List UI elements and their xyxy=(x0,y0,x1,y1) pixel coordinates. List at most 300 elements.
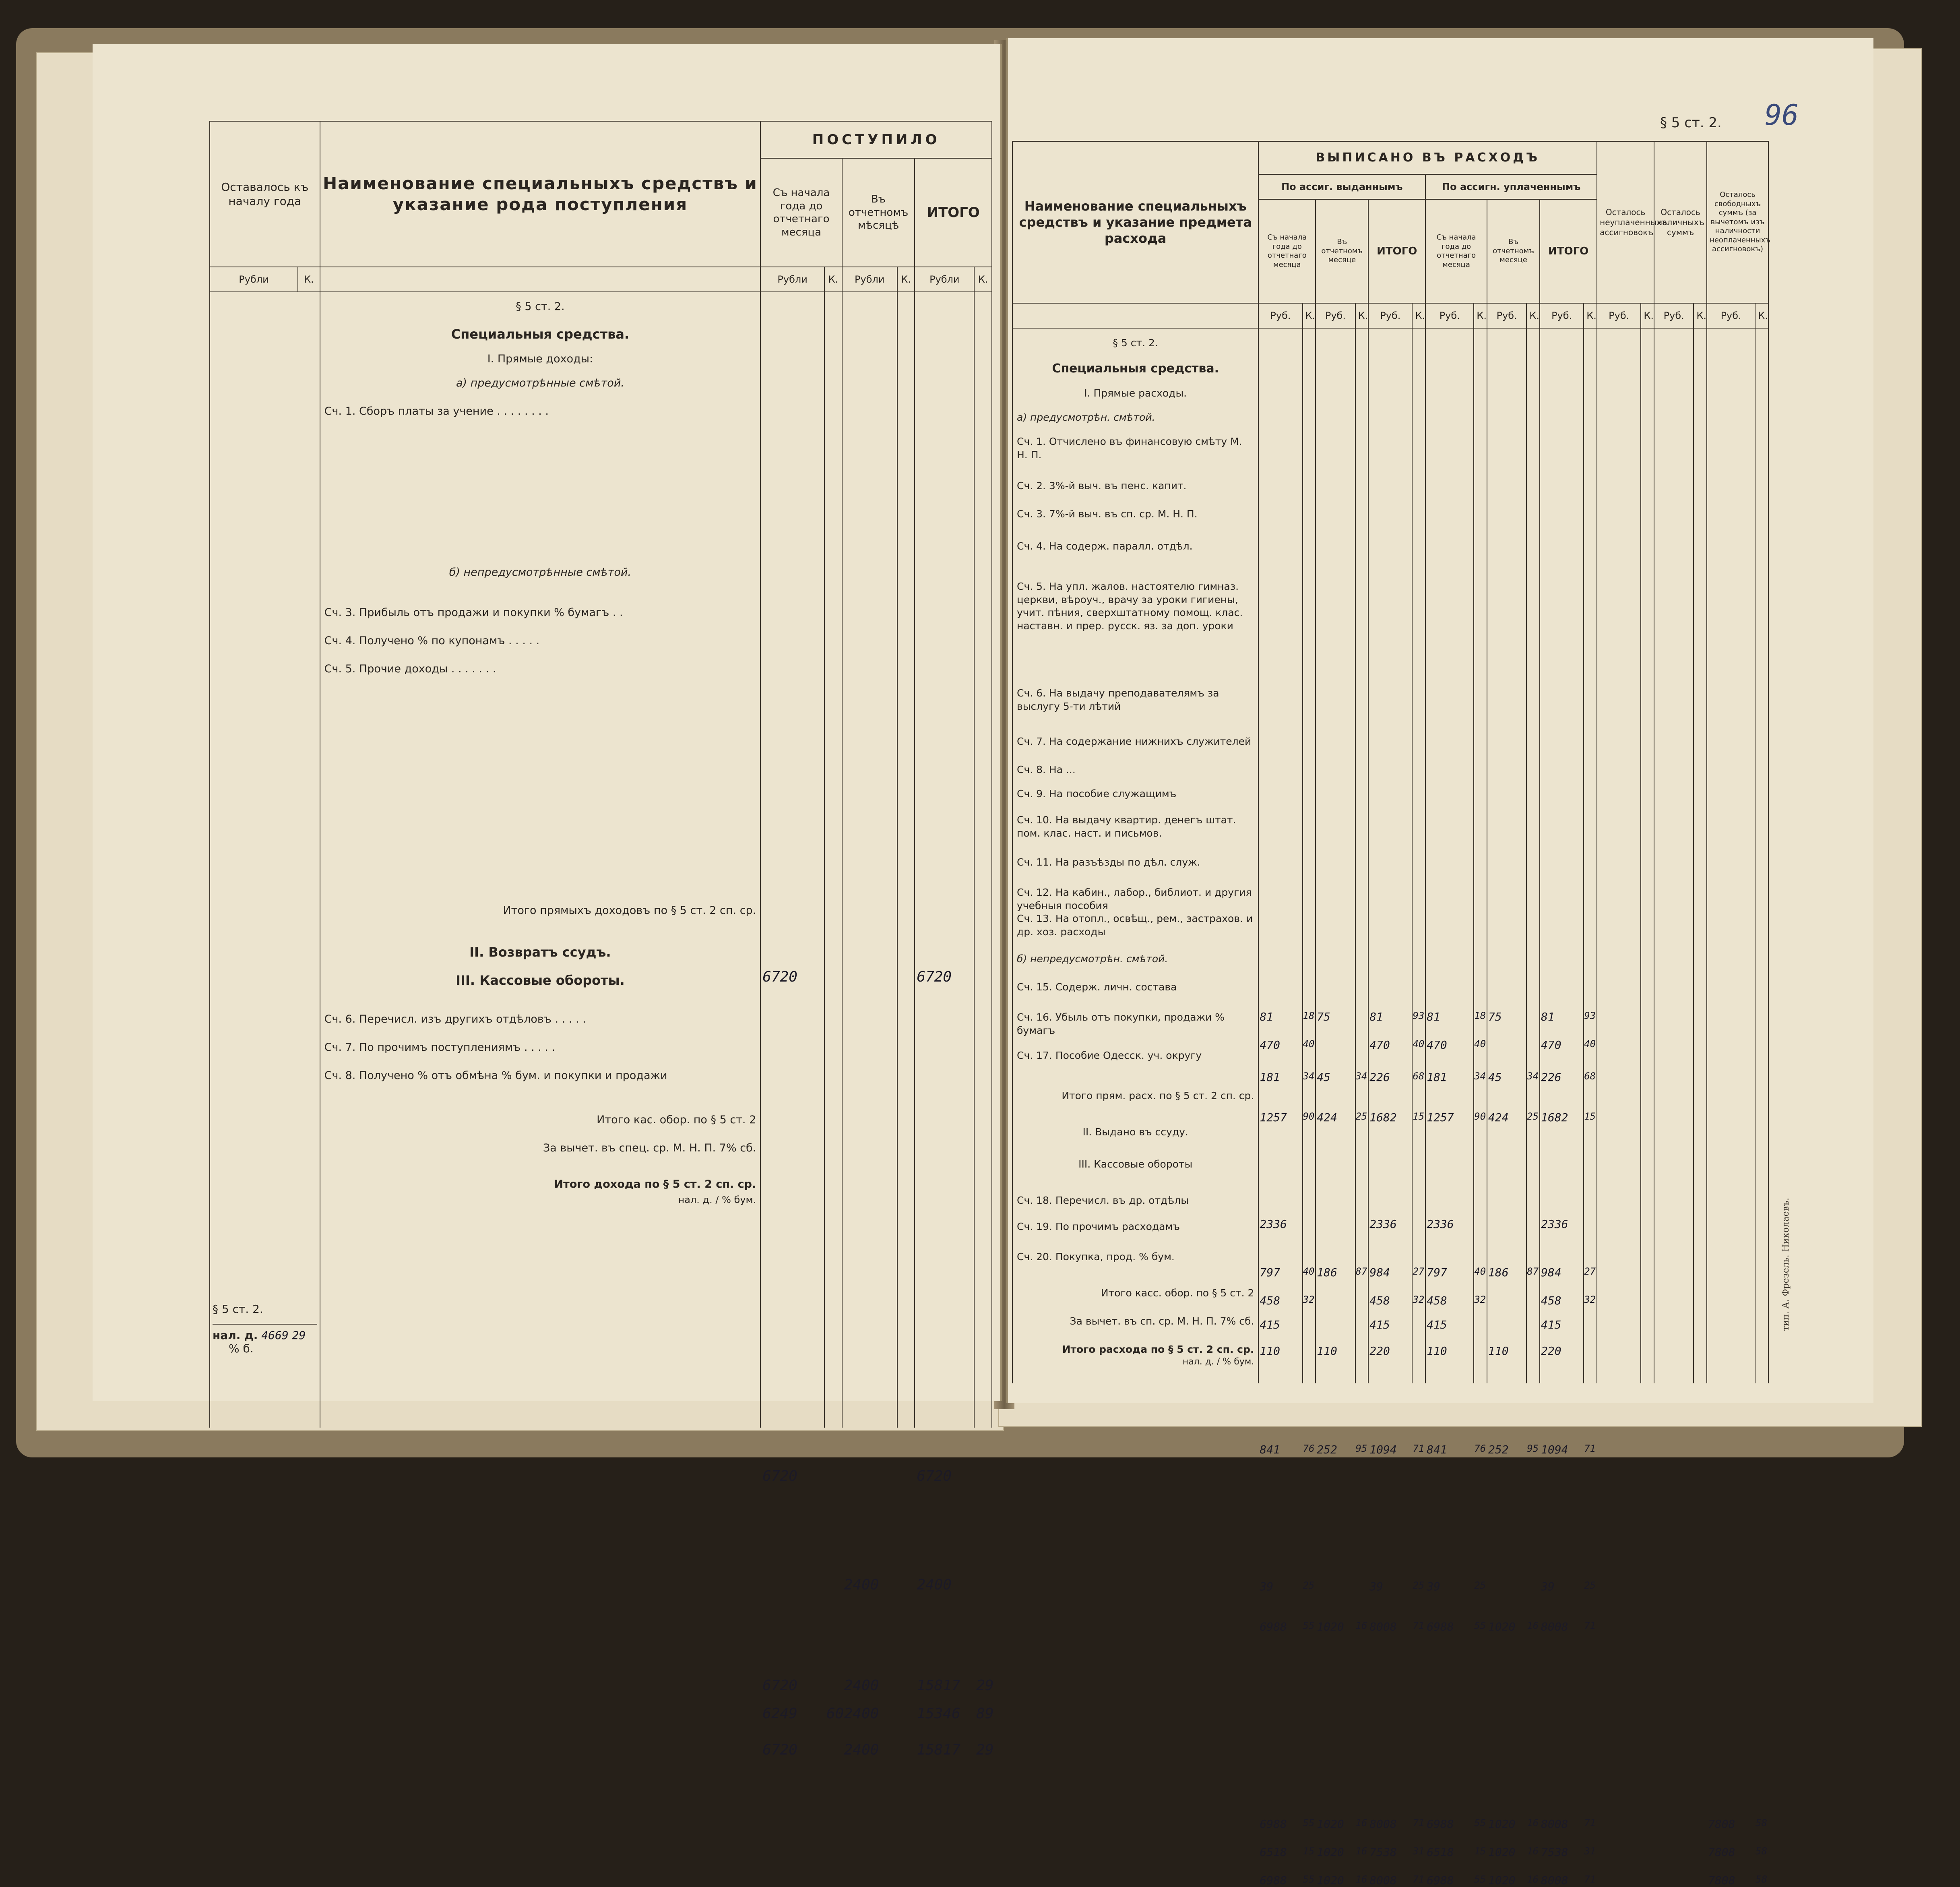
handwritten-kop: 32 xyxy=(1413,1294,1425,1305)
unit-cell: К. xyxy=(897,267,915,292)
handwritten-kop: 55 xyxy=(1474,1620,1486,1631)
rub-col xyxy=(1654,328,1694,1383)
margin-note-kop: 29 xyxy=(292,1329,306,1342)
handwritten-amount: 470 xyxy=(1369,1038,1390,1052)
handwritten-amount: 415 xyxy=(1369,1318,1390,1331)
handwritten-kop: 95 xyxy=(1355,1443,1367,1454)
expense-line: Специальныя средства. xyxy=(1052,362,1219,376)
rub-col xyxy=(1425,328,1474,1887)
handwritten-amount: 8008 xyxy=(1369,1874,1397,1887)
handwritten-kop: 55 xyxy=(1474,1874,1486,1885)
handwritten-amount: 1682 xyxy=(1369,1111,1397,1124)
handwritten-amount: 2336 xyxy=(1427,1217,1454,1231)
handwritten-kop: 93 xyxy=(1413,1010,1425,1021)
handwritten-kop: 32 xyxy=(1474,1294,1486,1305)
rub-col xyxy=(1258,328,1302,1887)
rub-col xyxy=(1316,328,1355,1887)
handwritten-kop: 55 xyxy=(1303,1817,1315,1829)
handwritten-amount: 220 xyxy=(1541,1344,1561,1358)
handwritten-amount: 2336 xyxy=(1369,1217,1397,1231)
handwritten-amount: 470 xyxy=(1541,1038,1561,1052)
handwritten-amount: 81 xyxy=(1260,1010,1274,1023)
handwritten-amount: 6518 xyxy=(1260,1846,1287,1859)
unit-cell: К. xyxy=(1355,303,1369,328)
handwritten-amount: 60 xyxy=(826,1705,844,1722)
unit-cell: К. xyxy=(1755,303,1768,328)
unit-cell: К. xyxy=(298,267,320,292)
handwritten-amount: 458 xyxy=(1541,1294,1561,1307)
handwritten-kop: 15 xyxy=(1584,1111,1596,1122)
unit-cell: К. xyxy=(1584,303,1597,328)
handwritten-kop: 87 xyxy=(1527,1266,1539,1277)
income-line: а) предусмотрѣнные смѣтой. xyxy=(456,377,624,389)
unit-cell: К. xyxy=(974,267,992,292)
from-start-kop-col xyxy=(824,292,844,1722)
income-line: III. Кассовые обороты. xyxy=(456,973,625,988)
handwritten-kop: 16 xyxy=(1355,1817,1367,1829)
unit-cell: Руб. xyxy=(1425,303,1474,328)
unit-cell: Руб. xyxy=(1487,303,1526,328)
handwritten-amount: 6720 xyxy=(762,1468,797,1484)
expense-table xyxy=(1012,141,1771,1887)
kop-col xyxy=(1355,328,1369,1885)
handwritten-kop: 71 xyxy=(1413,1874,1425,1885)
handwritten-amount: 458 xyxy=(1427,1294,1447,1307)
income-line: Сч. 5. Прочие доходы . . . . . . . xyxy=(324,663,496,675)
handwritten-kop: 40 xyxy=(1584,1038,1596,1050)
handwritten-amount: 75 xyxy=(1317,1010,1331,1023)
handwritten-amount: 226 xyxy=(1541,1071,1561,1084)
col-by-paid-header: По ассигн. уплаченнымъ xyxy=(1425,174,1597,199)
margin-note-value: 4669 xyxy=(261,1329,289,1342)
handwritten-kop: 40 xyxy=(1413,1038,1425,1050)
page-number: 96 xyxy=(1765,99,1799,132)
handwritten-kop: 16 xyxy=(1355,1874,1367,1885)
handwritten-amount: 81 xyxy=(1541,1010,1555,1023)
handwritten-amount: 6720 xyxy=(917,1468,952,1484)
handwritten-amount: 8008 xyxy=(1369,1620,1397,1633)
income-line: Сч. 4. Получено % по купонамъ . . . . . xyxy=(324,635,540,647)
unit-cell: К. xyxy=(824,267,842,292)
handwritten-kop: 16 xyxy=(1527,1874,1539,1885)
income-line: Итого прямыхъ доходовъ по § 5 ст. 2 сп. ср. xyxy=(503,904,756,917)
handwritten-amount: 81 xyxy=(1427,1010,1440,1023)
handwritten-amount: 458 xyxy=(1260,1294,1280,1307)
income-lines-cell xyxy=(320,292,761,1428)
income-line: Сч. 3. Прибыль отъ продажи и покупки % бумагъ . . xyxy=(324,606,623,619)
handwritten-amount: 110 xyxy=(1427,1344,1447,1358)
handwritten-amount: 75 xyxy=(1488,1010,1502,1023)
handwritten-amount: 7538 xyxy=(1369,1846,1397,1859)
unit-cell: Руб. xyxy=(1540,303,1584,328)
unit-cell xyxy=(1012,303,1258,328)
unit-cell: Руб. xyxy=(1368,303,1412,328)
expense-line-sub: нал. д. / % бум. xyxy=(1182,1357,1254,1367)
handwritten-amount: 424 xyxy=(1317,1111,1337,1124)
col-total-header: ИТОГО xyxy=(915,158,992,267)
handwritten-kop: 40 xyxy=(1474,1038,1486,1050)
rub-col xyxy=(1597,328,1641,1383)
handwritten-kop: 25 xyxy=(1355,1111,1367,1122)
handwritten-amount: 1094 xyxy=(1369,1443,1397,1456)
handwritten-amount: 6988 xyxy=(1260,1874,1287,1887)
income-line: За вычет. въ спец. ср. М. Н. П. 7% сб. xyxy=(543,1142,756,1154)
handwritten-amount: 39 xyxy=(1260,1580,1274,1593)
handwritten-kop: 18 xyxy=(1474,1010,1486,1021)
handwritten-amount: 841 xyxy=(1427,1443,1447,1456)
handwritten-kop: 68 xyxy=(1584,1071,1596,1082)
in-month-kop-col xyxy=(897,292,915,1428)
handwritten-kop: 58 xyxy=(1756,1817,1768,1829)
handwritten-amount: 2400 xyxy=(917,1577,952,1593)
handwritten-kop: 34 xyxy=(1527,1071,1539,1082)
expense-line: Сч. 12. На кабин., лабор., библиот. и другия учебныя пособия xyxy=(1017,887,1252,911)
expense-line: Итого касс. обор. по § 5 ст. 2 xyxy=(1101,1287,1254,1299)
margin-note: § 5 ст. 2. xyxy=(213,1302,263,1316)
handwritten-amount: 15346 xyxy=(917,1705,960,1722)
kop-col xyxy=(1641,328,1654,1383)
unit-cell: К. xyxy=(1474,303,1487,328)
handwritten-kop: 34 xyxy=(1474,1071,1486,1082)
handwritten-amount: 984 xyxy=(1541,1266,1561,1279)
kop-col xyxy=(1474,328,1487,1885)
kop-col xyxy=(1526,328,1540,1885)
handwritten-amount: 7538 xyxy=(1541,1846,1568,1859)
handwritten-amount: 1020 xyxy=(1317,1874,1344,1887)
col-free-header: Осталось свободныхъ суммъ (за вычетомъ изъ наличности неоплаченныхъ ассигновокъ) xyxy=(1707,141,1768,303)
expense-line: Сч. 1. Отчислено въ финансовую смѣту М. Н. П. xyxy=(1017,436,1242,461)
handwritten-kop: 71 xyxy=(1584,1817,1596,1829)
income-line: Сч. 1. Сборъ платы за учение . . . . . . . . xyxy=(324,405,549,417)
handwritten-amount: 226 xyxy=(1369,1071,1390,1084)
handwritten-amount: 6720 xyxy=(917,969,952,985)
handwritten-amount: 470 xyxy=(1260,1038,1280,1052)
unit-cell: Руб. xyxy=(1316,303,1355,328)
handwritten-kop: 15 xyxy=(1474,1846,1486,1857)
col-paid-in-month: Въ отчетномъ месяце xyxy=(1487,199,1540,303)
handwritten-kop: 25 xyxy=(1413,1580,1425,1591)
handwritten-amount: 1257 xyxy=(1427,1111,1454,1124)
handwritten-kop: 16 xyxy=(1355,1620,1367,1631)
unit-cell: Руб. xyxy=(1707,303,1755,328)
col-paid-total: ИТОГО xyxy=(1540,199,1597,303)
handwritten-amount: 6988 xyxy=(1427,1874,1454,1887)
handwritten-kop: 32 xyxy=(1584,1294,1596,1305)
income-table xyxy=(209,121,994,1758)
expense-line: Сч. 18. Перечисл. въ др. отдѣлы xyxy=(1017,1195,1189,1206)
expense-line: Сч. 6. На выдачу преподавателямъ за выслугу 5-ти лѣтий xyxy=(1017,687,1219,712)
unit-cell: Рубли xyxy=(210,267,298,292)
total-kop-col xyxy=(974,292,994,1758)
handwritten-kop: 68 xyxy=(1413,1071,1425,1082)
unit-cell: Рубли xyxy=(842,267,897,292)
handwritten-kop: 16 xyxy=(1527,1846,1539,1857)
handwritten-kop: 25 xyxy=(1303,1580,1315,1591)
expense-lines-cell xyxy=(1012,328,1258,1383)
col-expenses-header: ВЫПИСАНО ВЪ РАСХОДЪ xyxy=(1258,141,1597,174)
margin-note-pb: % б. xyxy=(229,1342,254,1355)
handwritten-amount: 841 xyxy=(1260,1443,1280,1456)
col-cash-header: Осталось наличныхъ суммъ xyxy=(1654,141,1707,303)
rub-col xyxy=(1487,328,1526,1887)
handwritten-amount: 110 xyxy=(1260,1344,1280,1358)
expense-line: Итого прям. расх. по § 5 ст. 2 сп. ср. xyxy=(1062,1090,1254,1102)
handwritten-kop: 40 xyxy=(1303,1038,1315,1050)
handwritten-amount: 470 xyxy=(1427,1038,1447,1052)
col-name-header: Наименование специальныхъ средствъ и указание предмета расхода xyxy=(1012,141,1258,303)
handwritten-amount: 8008 xyxy=(1541,1620,1568,1633)
units-row xyxy=(1012,303,1768,328)
income-line: Итого дохода по § 5 ст. 2 сп. ср. xyxy=(554,1178,756,1190)
handwritten-amount: 6249 xyxy=(762,1705,797,1722)
handwritten-amount: 1020 xyxy=(1488,1874,1516,1887)
handwritten-amount: 110 xyxy=(1488,1344,1509,1358)
handwritten-amount: 15817 xyxy=(917,1742,960,1758)
income-line: II. Возвратъ ссудъ. xyxy=(469,945,611,960)
kop-col xyxy=(1694,328,1707,1383)
expense-line: Сч. 13. На отопл., освѣщ., рем., застрахов. и др. хоз. расходы xyxy=(1017,913,1253,938)
handwritten-amount: 45 xyxy=(1317,1071,1331,1084)
right-page xyxy=(1006,38,1873,1887)
handwritten-kop: 40 xyxy=(1474,1266,1486,1277)
handwritten-kop: 71 xyxy=(1413,1443,1425,1454)
handwritten-kop: 15 xyxy=(1303,1846,1315,1857)
handwritten-amount: 181 xyxy=(1260,1071,1280,1084)
left-page xyxy=(93,44,1002,1758)
col-paid-from-start: Съ начала года до отчетнаго месяца xyxy=(1425,199,1487,303)
expense-line: III. Кассовые обороты xyxy=(1078,1158,1193,1170)
expense-line: Сч. 10. На выдачу квартир. денегъ штат. пом. клас. наст. и письмов. xyxy=(1017,814,1236,839)
handwritten-amount: 39 xyxy=(1427,1580,1440,1593)
handwritten-amount: 1020 xyxy=(1317,1846,1344,1859)
col-unpaid-header: Осталось неуплаченныхъ ассигновокъ xyxy=(1597,141,1654,303)
handwritten-amount: 110 xyxy=(1317,1344,1337,1358)
kop-col xyxy=(1755,328,1768,1885)
handwritten-amount: 6720 xyxy=(762,1742,797,1758)
handwritten-amount: 252 xyxy=(1488,1443,1509,1456)
unit-cell: Рубли xyxy=(760,267,824,292)
handwritten-kop: 34 xyxy=(1355,1071,1367,1082)
expense-line: За вычет. въ сп. ср. М. Н. П. 7% сб. xyxy=(1070,1315,1254,1327)
handwritten-amount: 2400 xyxy=(844,1705,879,1722)
handwritten-kop: 18 xyxy=(1303,1010,1315,1021)
handwritten-amount: 8008 xyxy=(1541,1874,1568,1887)
handwritten-amount: 797 xyxy=(1260,1266,1280,1279)
handwritten-kop: 90 xyxy=(1474,1111,1486,1122)
expense-line: II. Выдано въ ссуду. xyxy=(1082,1126,1188,1138)
handwritten-amount: 6720 xyxy=(762,969,797,985)
handwritten-amount: 6988 xyxy=(1260,1620,1287,1633)
col-issued-from-start: Съ начала года до отчетнаго месяца xyxy=(1258,199,1316,303)
handwritten-amount: 186 xyxy=(1317,1266,1337,1279)
total-rub-col xyxy=(915,292,974,1758)
handwritten-amount: 7808 xyxy=(1708,1846,1735,1859)
handwritten-amount: 39 xyxy=(1369,1580,1384,1593)
handwritten-kop: 31 xyxy=(1584,1846,1596,1857)
income-line: Специальныя средства. xyxy=(451,327,630,342)
printer-imprint: тип. А. Фрезель. Николаевъ. xyxy=(1781,1198,1791,1331)
expense-line: I. Прямые расходы. xyxy=(1084,387,1187,399)
handwritten-amount: 220 xyxy=(1369,1344,1390,1358)
handwritten-amount: 89 xyxy=(976,1705,994,1722)
margin-note-label: нал. д. xyxy=(213,1329,258,1342)
expense-line: Итого расхода по § 5 ст. 2 сп. ср. xyxy=(1062,1343,1254,1355)
handwritten-amount: 181 xyxy=(1427,1071,1447,1084)
handwritten-amount: 1094 xyxy=(1541,1443,1568,1456)
unit-cell: К. xyxy=(1526,303,1540,328)
col-by-issued-header: По ассиг. выданнымъ xyxy=(1258,174,1425,199)
handwritten-kop: 76 xyxy=(1474,1443,1486,1454)
income-line: Итого кас. обор. по § 5 ст. 2 xyxy=(597,1114,756,1126)
expense-lines xyxy=(1013,329,1258,1383)
col-remaining-header: Оставалось къ началу года xyxy=(210,121,320,267)
page-ref: § 5 ст. 2. xyxy=(1660,115,1722,131)
handwritten-amount: 424 xyxy=(1488,1111,1509,1124)
handwritten-kop: 27 xyxy=(1584,1266,1596,1277)
expense-line: Сч. 15. Содерж. личн. состава xyxy=(1017,981,1177,993)
handwritten-kop: 71 xyxy=(1584,1874,1596,1885)
unit-cell: К. xyxy=(1303,303,1316,328)
handwritten-amount: 6518 xyxy=(1427,1846,1454,1859)
income-line: Сч. 6. Перечисл. изъ другихъ отдѣловъ . . . . . xyxy=(324,1013,586,1025)
in-month-rub-col xyxy=(842,292,897,1758)
handwritten-amount: 8008 xyxy=(1541,1817,1568,1831)
handwritten-amount: 6988 xyxy=(1427,1620,1454,1633)
unit-cell: Руб. xyxy=(1654,303,1694,328)
unit-cell: Рубли xyxy=(915,267,974,292)
kop-col xyxy=(1584,328,1597,1885)
unit-cell: Руб. xyxy=(1258,303,1302,328)
handwritten-kop: 76 xyxy=(1303,1443,1315,1454)
handwritten-amount: 2336 xyxy=(1541,1217,1568,1231)
handwritten-amount: 29 xyxy=(976,1677,994,1694)
handwritten-kop: 93 xyxy=(1584,1010,1596,1021)
expense-line: Сч. 16. Убыль отъ покупки, продажи % бумагъ xyxy=(1017,1011,1225,1036)
expense-line: Сч. 9. На пособие служащимъ xyxy=(1017,788,1177,800)
handwritten-amount: 1020 xyxy=(1488,1817,1516,1831)
handwritten-kop: 25 xyxy=(1584,1580,1596,1591)
handwritten-amount: 15817 xyxy=(917,1677,960,1694)
handwritten-amount: 39 xyxy=(1541,1580,1555,1593)
handwritten-amount: 415 xyxy=(1541,1318,1561,1331)
handwritten-amount: 6720 xyxy=(762,1677,797,1694)
handwritten-amount: 1020 xyxy=(1317,1620,1344,1633)
col-issued-total: ИТОГО xyxy=(1368,199,1425,303)
handwritten-kop: 31 xyxy=(1413,1846,1425,1857)
handwritten-kop: 16 xyxy=(1527,1817,1539,1829)
kop-col xyxy=(1303,328,1316,1885)
expense-line: Сч. 19. По прочимъ расходамъ xyxy=(1017,1221,1180,1232)
handwritten-kop: 71 xyxy=(1584,1620,1596,1631)
expense-line: Сч. 20. Покупка, прод. % бум. xyxy=(1017,1251,1175,1263)
handwritten-kop: 95 xyxy=(1527,1443,1539,1454)
income-line: Сч. 8. Получено % отъ обмѣна % бум. и покупки и продажи xyxy=(324,1069,667,1082)
col-in-month-header: Въ отчетномъ мѣсяцѣ xyxy=(842,158,915,267)
handwritten-amount: 797 xyxy=(1427,1266,1447,1279)
rub-col xyxy=(1540,328,1584,1887)
handwritten-amount: 8008 xyxy=(1369,1817,1397,1831)
expense-line: Сч. 5. На упл. жалов. настоятелю гимназ. церкви, вѣроуч., врачу за уроки гигиены, учит. пѣния, сверхштатному помощ. клас. наставн. и прер. русск. яз. за доп. уроки xyxy=(1017,581,1243,632)
expense-line: Сч. 4. На содерж. паралл. отдѣл. xyxy=(1017,540,1193,552)
expense-line: а) предусмотрѣн. смѣтой. xyxy=(1017,411,1155,423)
kop-col xyxy=(1412,328,1425,1885)
handwritten-amount: 6988 xyxy=(1427,1817,1454,1831)
unit-cell xyxy=(320,267,761,292)
handwritten-kop: 71 xyxy=(1584,1443,1596,1454)
income-line: I. Прямые доходы: xyxy=(487,353,593,365)
expense-line: Сч. 8. На ... xyxy=(1017,764,1076,775)
handwritten-amount: 252 xyxy=(1317,1443,1337,1456)
expense-line: Сч. 7. На содержание нижнихъ служителей xyxy=(1017,736,1252,747)
expense-line: Сч. 17. Пособие Одесск. уч. округу xyxy=(1017,1050,1202,1061)
unit-cell: К. xyxy=(1412,303,1425,328)
col-issued-in-month: Въ отчетномъ месяце xyxy=(1316,199,1368,303)
handwritten-kop: 16 xyxy=(1355,1846,1367,1857)
handwritten-amount: 81 xyxy=(1369,1010,1384,1023)
handwritten-amount: 2400 xyxy=(844,1742,879,1758)
margin-note-block xyxy=(213,1324,317,1355)
handwritten-kop: 55 xyxy=(1303,1620,1315,1631)
handwritten-kop: 55 xyxy=(1474,1817,1486,1829)
rub-col xyxy=(1368,328,1412,1887)
expense-line: б) непредусмотрѣн. смѣтой. xyxy=(1017,953,1168,965)
handwritten-amount: 2400 xyxy=(844,1577,879,1593)
income-line: б) непредусмотрѣнные смѣтой. xyxy=(449,566,632,579)
income-line-sub: нал. д. / % бум. xyxy=(678,1194,756,1205)
rub-col xyxy=(1707,328,1755,1887)
handwritten-kop: 55 xyxy=(1303,1874,1315,1885)
income-line: Сч. 7. По прочимъ поступлениямъ . . . . . xyxy=(324,1041,556,1054)
from-start-rub-col xyxy=(760,292,824,1758)
handwritten-kop: 58 xyxy=(1756,1874,1768,1885)
handwritten-amount: 45 xyxy=(1488,1071,1502,1084)
handwritten-amount: 29 xyxy=(976,1742,994,1758)
expense-line: § 5 ст. 2. xyxy=(1113,337,1158,349)
expense-line: Сч. 11. На разъѣзды по дѣл. служ. xyxy=(1017,856,1200,868)
handwritten-amount: 1257 xyxy=(1260,1111,1287,1124)
handwritten-kop: 90 xyxy=(1303,1111,1315,1122)
handwritten-kop: 71 xyxy=(1413,1620,1425,1631)
income-lines xyxy=(320,292,760,1428)
handwritten-kop: 15 xyxy=(1413,1111,1425,1122)
handwritten-kop: 58 xyxy=(1756,1846,1768,1857)
unit-cell: К. xyxy=(1694,303,1707,328)
income-line: § 5 ст. 2. xyxy=(516,300,565,313)
expense-line: Сч. 3. 7%-й выч. въ сп. ср. М. Н. П. xyxy=(1017,508,1198,520)
handwritten-amount: 2336 xyxy=(1260,1217,1287,1231)
handwritten-amount: 186 xyxy=(1488,1266,1509,1279)
handwritten-kop: 25 xyxy=(1527,1111,1539,1122)
handwritten-amount: 984 xyxy=(1369,1266,1390,1279)
expense-line: Сч. 2. 3%-й выч. въ пенс. капит. xyxy=(1017,480,1187,492)
margin-notes-cell xyxy=(210,292,320,1428)
handwritten-amount: 1020 xyxy=(1488,1620,1516,1633)
handwritten-amount: 7808 xyxy=(1708,1817,1735,1831)
handwritten-kop: 71 xyxy=(1413,1817,1425,1829)
handwritten-kop: 25 xyxy=(1474,1580,1486,1591)
handwritten-amount: 7808 xyxy=(1708,1874,1735,1887)
handwritten-kop: 27 xyxy=(1413,1266,1425,1277)
handwritten-amount: 1020 xyxy=(1488,1846,1516,1859)
handwritten-amount: 2400 xyxy=(844,1677,879,1694)
handwritten-amount: 6988 xyxy=(1260,1817,1287,1831)
handwritten-kop: 87 xyxy=(1355,1266,1367,1277)
col-from-start-header: Съ начала года до отчетнаго месяца xyxy=(760,158,842,267)
handwritten-amount: 415 xyxy=(1427,1318,1447,1331)
col-received-header: ПОСТУПИЛО xyxy=(760,121,992,158)
handwritten-amount: 1682 xyxy=(1541,1111,1568,1124)
handwritten-kop: 16 xyxy=(1527,1620,1539,1631)
